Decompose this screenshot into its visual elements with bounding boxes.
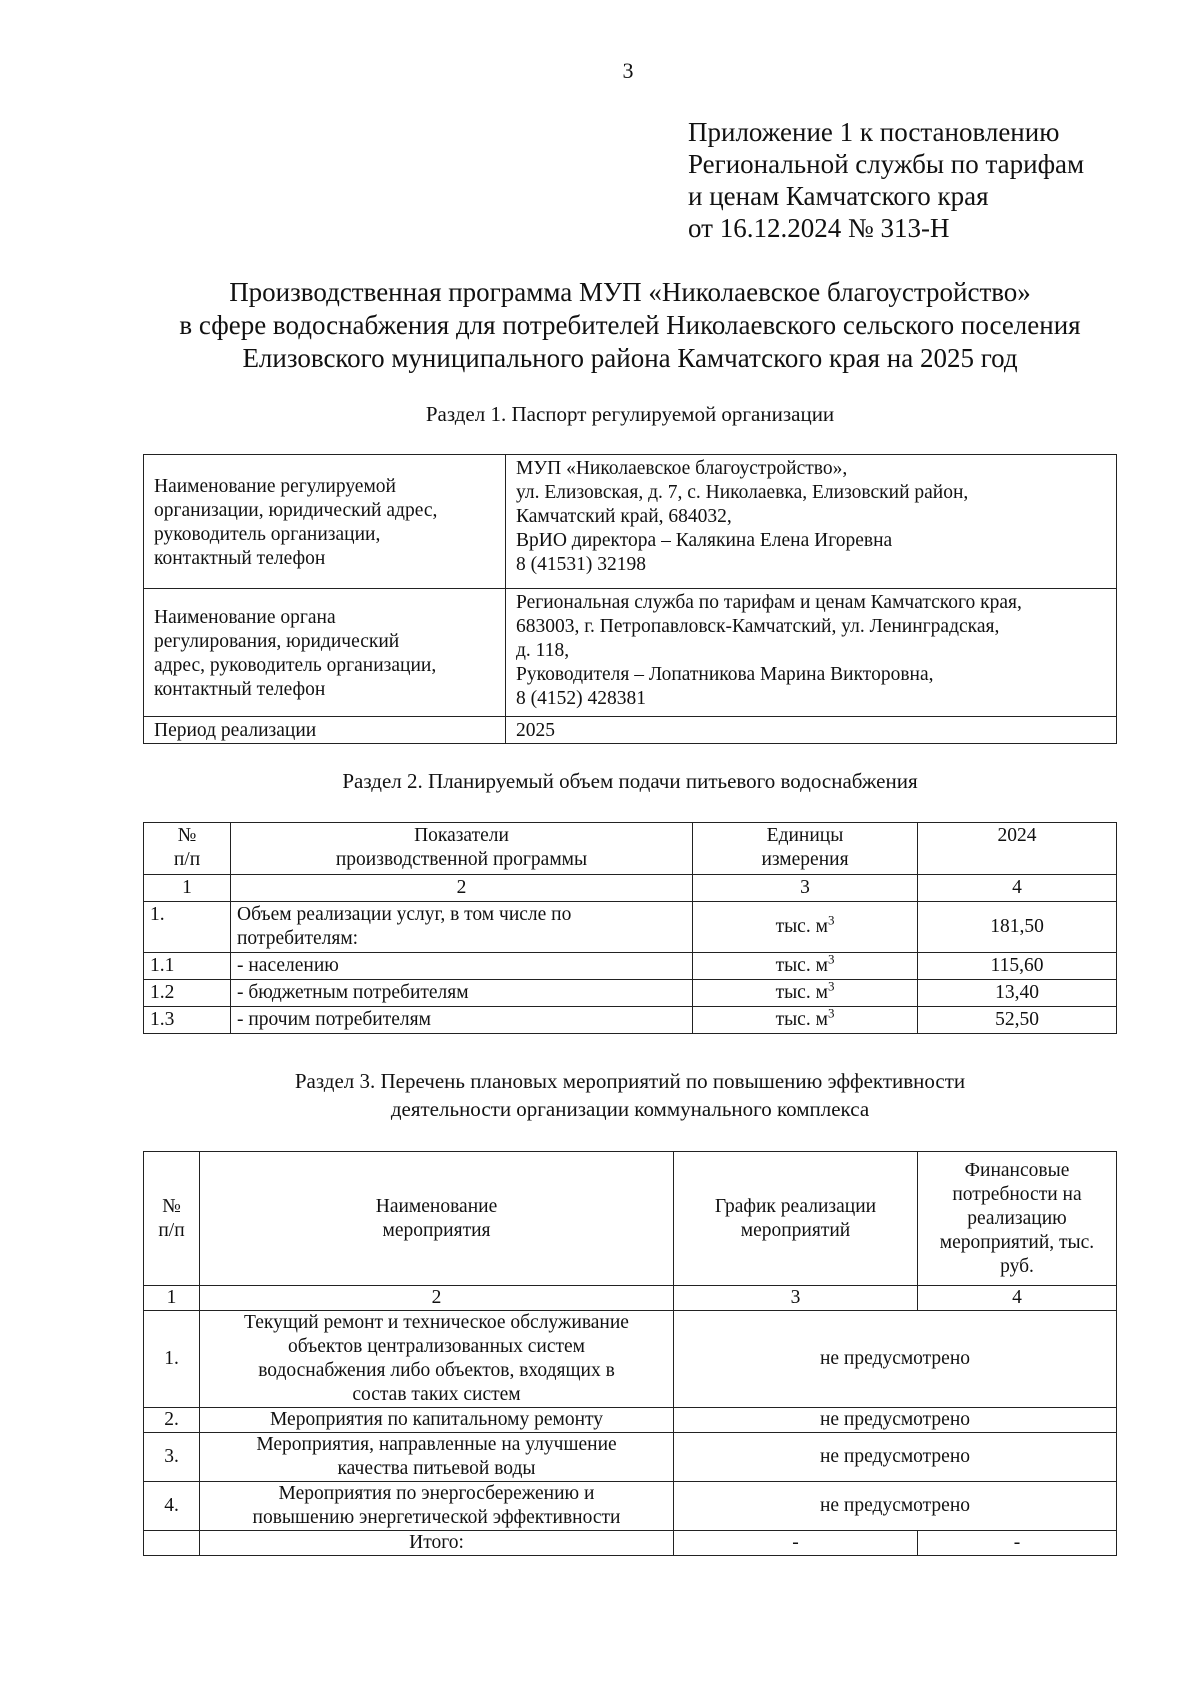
passport-label: Период реализации <box>144 717 506 744</box>
row-status: не предусмотрено <box>674 1311 1117 1408</box>
column-number: 3 <box>693 875 918 902</box>
measures-table <box>143 1151 1117 1556</box>
row-num: 1.2 <box>144 980 231 1007</box>
row-unit: тыс. $м^3$ <box>693 902 918 953</box>
passport-label: Наименование регулируемой организации, юридический адрес, руководитель организации, контактный телефон <box>144 455 506 589</box>
header-year: 2024 <box>918 823 1117 875</box>
appendix-header <box>688 116 1084 244</box>
total-finance: - <box>918 1531 1117 1556</box>
row-status: не предусмотрено <box>674 1408 1117 1433</box>
header-num: № п/п <box>144 1152 200 1286</box>
row-num: 3. <box>144 1433 200 1482</box>
appendix-line: от 16.12.2024 № 313-Н <box>688 213 950 243</box>
column-number: 1 <box>144 1286 200 1311</box>
row-num: 2. <box>144 1408 200 1433</box>
header-num: № п/п <box>144 823 231 875</box>
table-row <box>144 589 1117 717</box>
row-name: - бюджетным потребителям <box>231 980 693 1007</box>
total-label: Итого: <box>200 1531 674 1556</box>
passport-table <box>143 454 1117 744</box>
row-status: не предусмотрено <box>674 1482 1117 1531</box>
table-header-row <box>144 1152 1117 1286</box>
row-status: не предусмотрено <box>674 1433 1117 1482</box>
title-line: Производственная программа МУП «Николаевское благоустройство» <box>229 277 1031 307</box>
row-unit: тыс. $м^3$ <box>693 1007 918 1034</box>
passport-value: 2025 <box>506 717 1117 744</box>
row-unit: тыс. $м^3$ <box>693 980 918 1007</box>
table-row <box>144 980 1117 1007</box>
total-empty-cell <box>144 1531 200 1556</box>
row-name: - населению <box>231 953 693 980</box>
total-schedule: - <box>674 1531 918 1556</box>
passport-value: Региональная служба по тарифам и ценам Камчатского края, 683003, г. Петропавловск-Камчатский, ул. Ленинградская, д. 118, Руководителя – Лопатникова Марина Викторовна, 8 (4152) 428381 <box>506 589 1117 717</box>
header-unit: Единицы измерения <box>693 823 918 875</box>
column-number: 4 <box>918 875 1117 902</box>
section3-heading <box>0 1067 1200 1123</box>
row-value: 13,40 <box>918 980 1117 1007</box>
row-value: 52,50 <box>918 1007 1117 1034</box>
row-num: 1.1 <box>144 953 231 980</box>
header-schedule: График реализации мероприятий <box>674 1152 918 1286</box>
table-row <box>144 902 1117 953</box>
row-num: 1. <box>144 902 231 953</box>
table-header-row <box>144 823 1117 875</box>
column-number: 4 <box>918 1286 1117 1311</box>
row-name: Объем реализации услуг, в том числе по потребителям: <box>231 902 693 953</box>
appendix-line: и ценам Камчатского края <box>688 181 989 211</box>
page-number: 3 <box>622 58 634 83</box>
column-number: 3 <box>674 1286 918 1311</box>
total-row <box>144 1531 1117 1556</box>
row-name: Текущий ремонт и техническое обслуживание объектов централизованных систем водоснабжения либо объектов, входящих в состав таких систем <box>200 1311 674 1408</box>
column-number-row <box>144 875 1117 902</box>
passport-label: Наименование органа регулирования, юридический адрес, руководитель организации, контактный телефон <box>144 589 506 717</box>
section2-heading: Раздел 2. Планируемый объем подачи питьевого водоснабжения <box>342 769 918 793</box>
column-number: 2 <box>231 875 693 902</box>
row-name: Мероприятия по капитальному ремонту <box>200 1408 674 1433</box>
row-num: 1.3 <box>144 1007 231 1034</box>
row-name: - прочим потребителям <box>231 1007 693 1034</box>
table-row <box>144 1007 1117 1034</box>
volume-table <box>143 822 1117 1034</box>
appendix-line: Приложение 1 к постановлению <box>688 117 1060 147</box>
header-indicator: Показатели производственной программы <box>231 823 693 875</box>
passport-value: МУП «Николаевское благоустройство», ул. Елизовская, д. 7, с. Николаевка, Елизовский район, Камчатский край, 684032, ВрИО директора – Калякина Елена Игоревна 8 (41531) 32198 <box>506 455 1117 589</box>
appendix-line: Региональной службы по тарифам <box>688 149 1085 179</box>
table-row <box>144 1482 1117 1531</box>
document-title <box>0 276 1200 375</box>
column-number: 2 <box>200 1286 674 1311</box>
table-row <box>144 1433 1117 1482</box>
row-unit: тыс. $м^3$ <box>693 953 918 980</box>
column-number: 1 <box>144 875 231 902</box>
section3-heading-line: Раздел 3. Перечень плановых мероприятий по повышению эффективности <box>294 1069 966 1093</box>
column-number-row <box>144 1286 1117 1311</box>
table-row <box>144 1408 1117 1433</box>
section3-heading-line: деятельности организации коммунального комплекса <box>390 1097 870 1121</box>
table-row <box>144 953 1117 980</box>
row-value: 115,60 <box>918 953 1117 980</box>
row-name: Мероприятия, направленные на улучшение качества питьевой воды <box>200 1433 674 1482</box>
table-row <box>144 717 1117 744</box>
title-line: в сфере водоснабжения для потребителей Николаевского сельского поселения <box>179 310 1081 340</box>
row-num: 4. <box>144 1482 200 1531</box>
table-row <box>144 1311 1117 1408</box>
header-finance: Финансовые потребности на реализацию мероприятий, тыс. руб. <box>918 1152 1117 1286</box>
header-name: Наименование мероприятия <box>200 1152 674 1286</box>
row-value: 181,50 <box>918 902 1117 953</box>
table-row <box>144 455 1117 589</box>
section1-heading: Раздел 1. Паспорт регулируемой организации <box>425 402 835 426</box>
title-line: Елизовского муниципального района Камчатского края на 2025 год <box>242 343 1018 373</box>
row-name: Мероприятия по энергосбережению и повышению энергетической эффективности <box>200 1482 674 1531</box>
row-num: 1. <box>144 1311 200 1408</box>
